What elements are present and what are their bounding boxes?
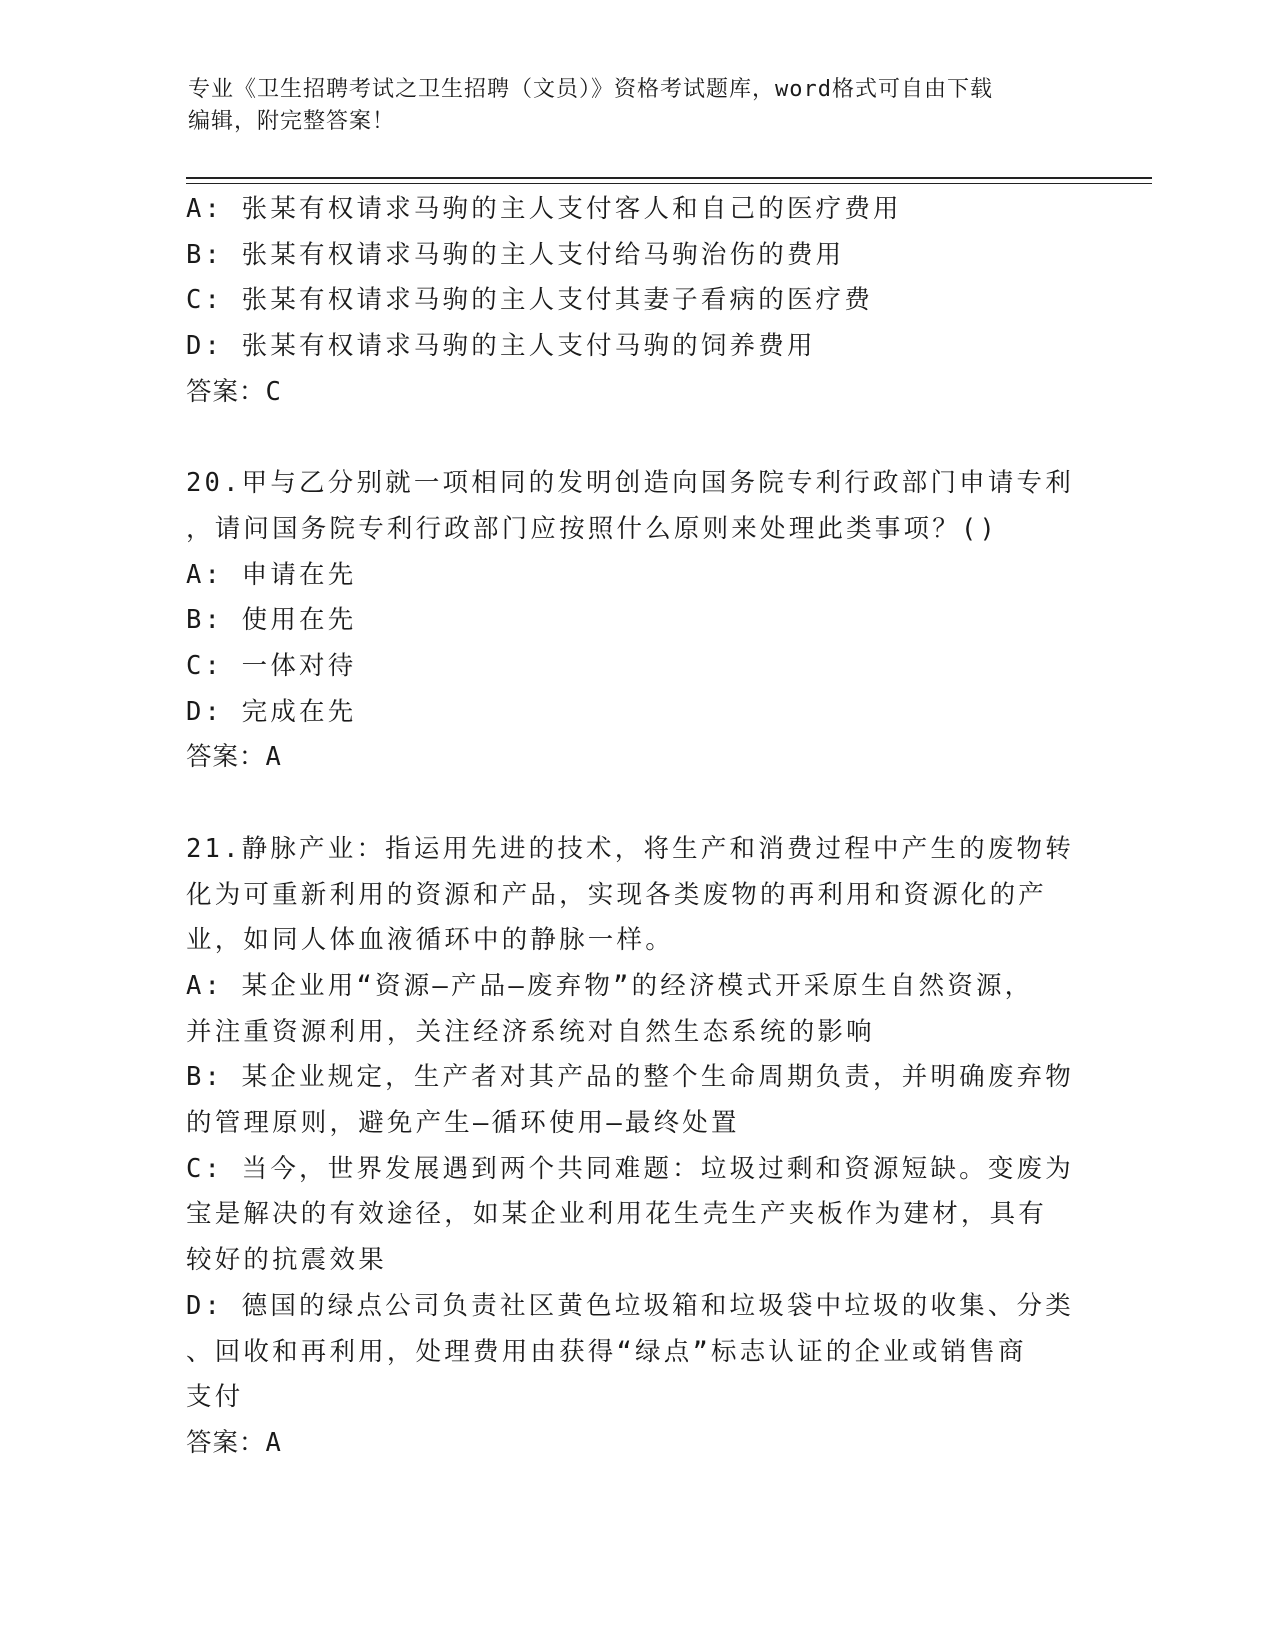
option-a: A: 张某有权请求马驹的主人支付客人和自己的医疗费用 — [186, 194, 902, 224]
option-c: 较好的抗震效果 — [186, 1245, 387, 1276]
question-stem: 21.静脉产业：指运用先进的技术，将生产和消费过程中产生的废物转 — [186, 833, 1074, 864]
question-20 — [186, 461, 1086, 781]
answer: 答案：A — [186, 742, 282, 773]
option-b: B: 某企业规定，生产者对其产品的整个生命周期负责，并明确废弃物 — [186, 1062, 1074, 1093]
question-stem: 化为可重新利用的资源和产品，实现各类废物的再利用和资源化的产 — [186, 879, 1048, 910]
option-a: 并注重资源利用，关注经济系统对自然生态系统的影响 — [186, 1016, 875, 1047]
option-d: D: 完成在先 — [186, 696, 357, 727]
answer: 答案：C — [186, 376, 282, 407]
option-c: C: 一体对待 — [186, 651, 357, 682]
option-c: 宝是解决的有效途径，如某企业利用花生壳生产夹板作为建材，具有 — [186, 1199, 1048, 1230]
header-line-1: 专业《卫生招聘考试之卫生招聘（文员）》资格考试题库，word格式可自由下载 — [188, 77, 993, 102]
question-stem: 20.甲与乙分别就一项相同的发明创造向国务院专利行政部门申请专利 — [186, 468, 1074, 499]
header-line-2: 编辑，附完整答案！ — [188, 109, 396, 134]
option-a: A: 某企业用“资源—产品—废弃物”的经济模式开采原生自然资源， — [186, 970, 1034, 1001]
answer: 答案：A — [186, 1427, 282, 1458]
option-d: 、回收和再利用，处理费用由获得“绿点”标志认证的企业或销售商 — [186, 1336, 1027, 1367]
question-content — [186, 187, 1086, 1467]
option-d: D: 德国的绿点公司负责社区黄色垃圾箱和垃圾袋中垃圾的收集、分类 — [186, 1290, 1074, 1321]
spacer — [186, 416, 1086, 462]
header-rule-thick — [186, 177, 1152, 179]
header-rule-thin — [186, 183, 1152, 184]
question-19 — [186, 187, 1086, 416]
option-b: 的管理原则，避免产生—循环使用—最终处置 — [186, 1108, 740, 1139]
option-b: B: 使用在先 — [186, 605, 357, 636]
page-header — [188, 74, 1068, 138]
option-c: C: 当今，世界发展遇到两个共同难题：垃圾过剩和资源短缺。变废为 — [186, 1153, 1074, 1184]
option-a: A: 申请在先 — [186, 559, 357, 590]
question-stem: ，请问国务院专利行政部门应按照什么原则来处理此类事项？() — [186, 513, 999, 544]
spacer — [186, 781, 1086, 827]
option-c: C: 张某有权请求马驹的主人支付其妻子看病的医疗费 — [186, 285, 874, 316]
question-21 — [186, 827, 1086, 1467]
option-d: D: 张某有权请求马驹的主人支付马驹的饲养费用 — [186, 331, 816, 362]
option-b: B: 张某有权请求马驹的主人支付给马驹治伤的费用 — [186, 239, 845, 270]
question-stem: 业，如同人体血液循环中的静脉一样。 — [186, 925, 674, 956]
option-d: 支付 — [186, 1382, 244, 1413]
